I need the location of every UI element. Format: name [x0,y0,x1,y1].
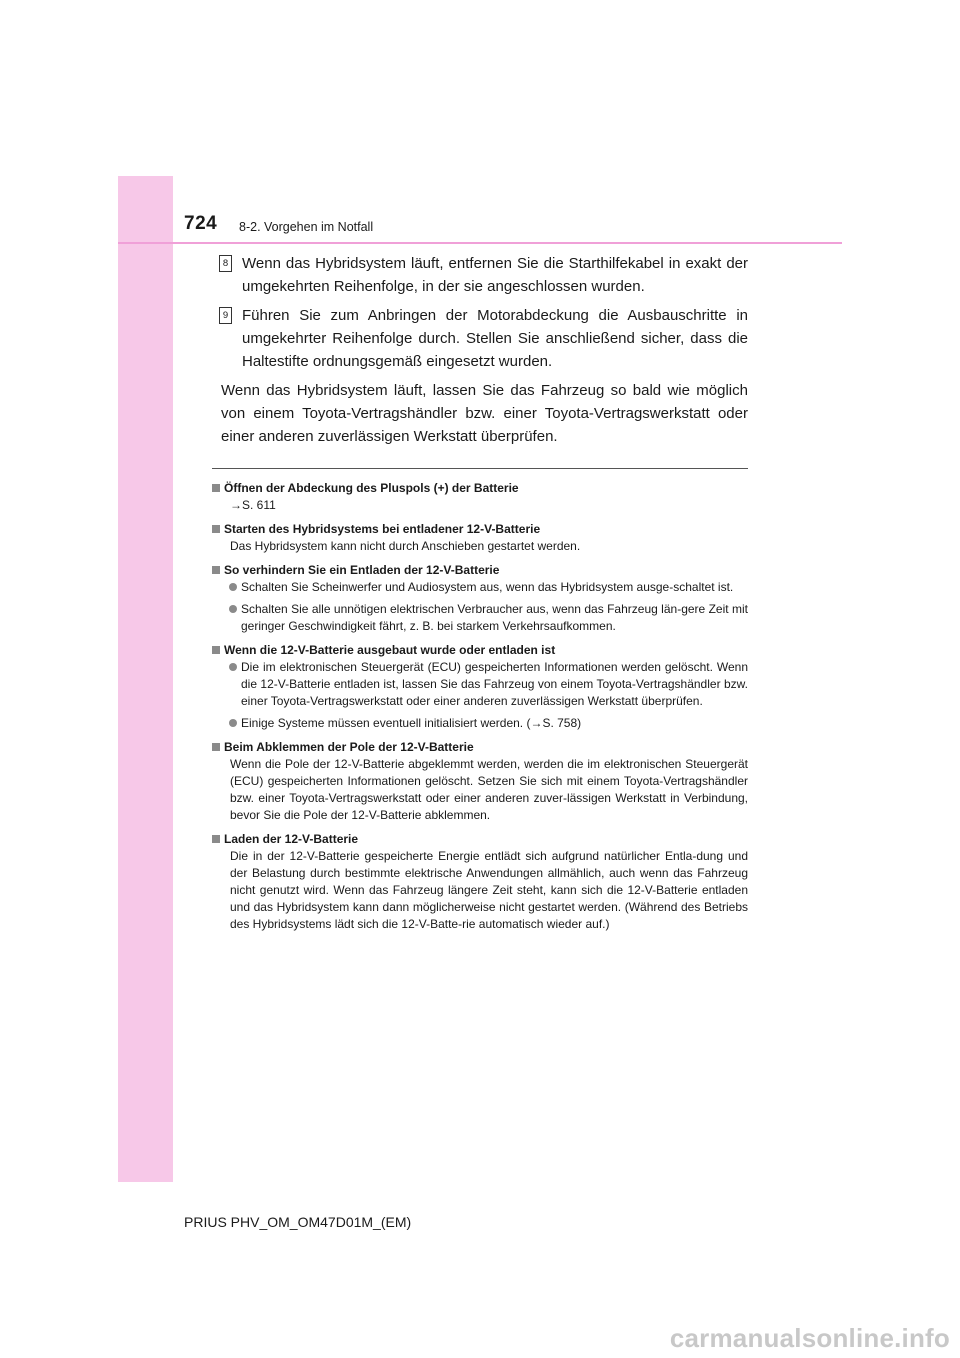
step-9 [212,304,748,373]
square-bullet-icon [212,646,220,654]
info-heading: Starten des Hybridsystems bei entladener 12-V-Batterie [212,520,748,538]
square-bullet-icon [212,566,220,574]
info-text: Wenn die Pole der 12-V-Batterie abgeklemmt werden, werden die im elektronischen Steuergerät (ECU) gespeicherten Informationen gelöscht. Setzen Sie sich mit einem Toyota-Vertragshändler bzw. einer Toyota-Vertragswerkstatt oder einer anderen zuver-lässigen Werkstatt in Verbindung, bevor Sie die Pole der 12-V-Batterie abklemmen. [230,757,748,822]
step-number-badge: 8 [219,255,232,272]
bullet-item: Schalten Sie alle unnötigen elektrischen Verbraucher aus, wenn das Fahrzeug län-gere Zeit mit geringer Geschwindigkeit fährt, z. B. bei starkem Verkehrsaufkommen. [212,601,748,635]
info-entladen-verhindern [212,561,748,635]
info-heading: Beim Abklemmen der Pole der 12-V-Batterie [212,738,748,756]
info-heading: So verhindern Sie ein Entladen der 12-V-Batterie [212,561,748,579]
square-bullet-icon [212,743,220,751]
section-title: 8-2. Vorgehen im Notfall [239,220,374,234]
info-heading: Laden der 12-V-Batterie [212,830,748,848]
page-reference-link[interactable]: →S. 611 [230,498,276,512]
info-laden [212,830,748,933]
chapter-sidebar-tab [118,176,173,1182]
round-bullet-icon [229,663,237,671]
square-bullet-icon [212,484,220,492]
bullet-item: Die im elektronischen Steuergerät (ECU) gespeicherten Informationen werden gelöscht. Wenn die 12-V-Batterie entladen ist, lassen Sie das Fahrzeug von einem Toyota-Vertragshändler bzw. einer Toyota-Vertragswerkstatt oder einer anderen zuverlässigen Werkstatt überprüfen. [212,659,748,710]
info-heading: Wenn die 12-V-Batterie ausgebaut wurde oder entladen ist [212,641,748,659]
after-steps-note: Wenn das Hybridsystem läuft, lassen Sie das Fahrzeug so bald wie möglich von einem Toyota-Vertragshändler bzw. einer Toyota-Vertragswerkstatt oder einer anderen zuverlässigen Werkstatt überprüfen. [221,382,748,445]
page-content [212,252,748,939]
info-pluspol [212,479,748,514]
document-footer: PRIUS PHV_OM_OM47D01M_(EM) [184,1214,412,1230]
info-text: Das Hybridsystem kann nicht durch Anschieben gestartet werden. [230,539,581,553]
step-number-badge: 9 [219,307,232,324]
step-8 [212,252,748,298]
info-abklemmen [212,738,748,824]
round-bullet-icon [229,605,237,613]
info-heading: Öffnen der Abdeckung des Pluspols (+) der Batterie [212,479,748,497]
square-bullet-icon [212,525,220,533]
square-bullet-icon [212,835,220,843]
header-rule [118,242,842,244]
watermark: carmanualsonline.info [669,1323,950,1353]
step-text: Führen Sie zum Anbringen der Motorabdeckung die Ausbauschritte in umgekehrter Reihenfolge durch. Stellen Sie anschließend sicher, dass die Haltestifte ordnungsgemäß eingesetzt wurden. [242,307,748,370]
page-number: 724 [184,213,218,234]
info-ausgebaut [212,641,748,732]
section-divider [212,468,748,469]
round-bullet-icon [229,583,237,591]
bullet-item: Einige Systeme müssen eventuell initialisiert werden. (→S. 758) [212,715,748,732]
step-text: Wenn das Hybridsystem läuft, entfernen Sie die Starthilfekabel in exakt der umgekehrten Reihenfolge, in der sie angeschlossen wurden. [242,255,748,295]
bullet-item: Schalten Sie Scheinwerfer und Audiosystem aus, wenn das Hybridsystem ausge-schaltet ist. [212,579,748,596]
info-starten [212,520,748,555]
round-bullet-icon [229,719,237,727]
info-text: Die in der 12-V-Batterie gespeicherte Energie entlädt sich aufgrund natürlicher Entla-dung und der Belastung durch bestimmte elektrische Anwendungen allmählich, auch wenn das Fahrzeug nicht genutzt wird. Wenn das Fahrzeug längere Zeit steht, kann sich die 12-V-Batterie entladen und das Hybridsystem kann dann möglicherweise nicht gestartet werden. (Während des Betriebs des Hybridsystems lädt sich die 12-V-Batte-rie automatisch wieder auf.) [230,849,748,931]
